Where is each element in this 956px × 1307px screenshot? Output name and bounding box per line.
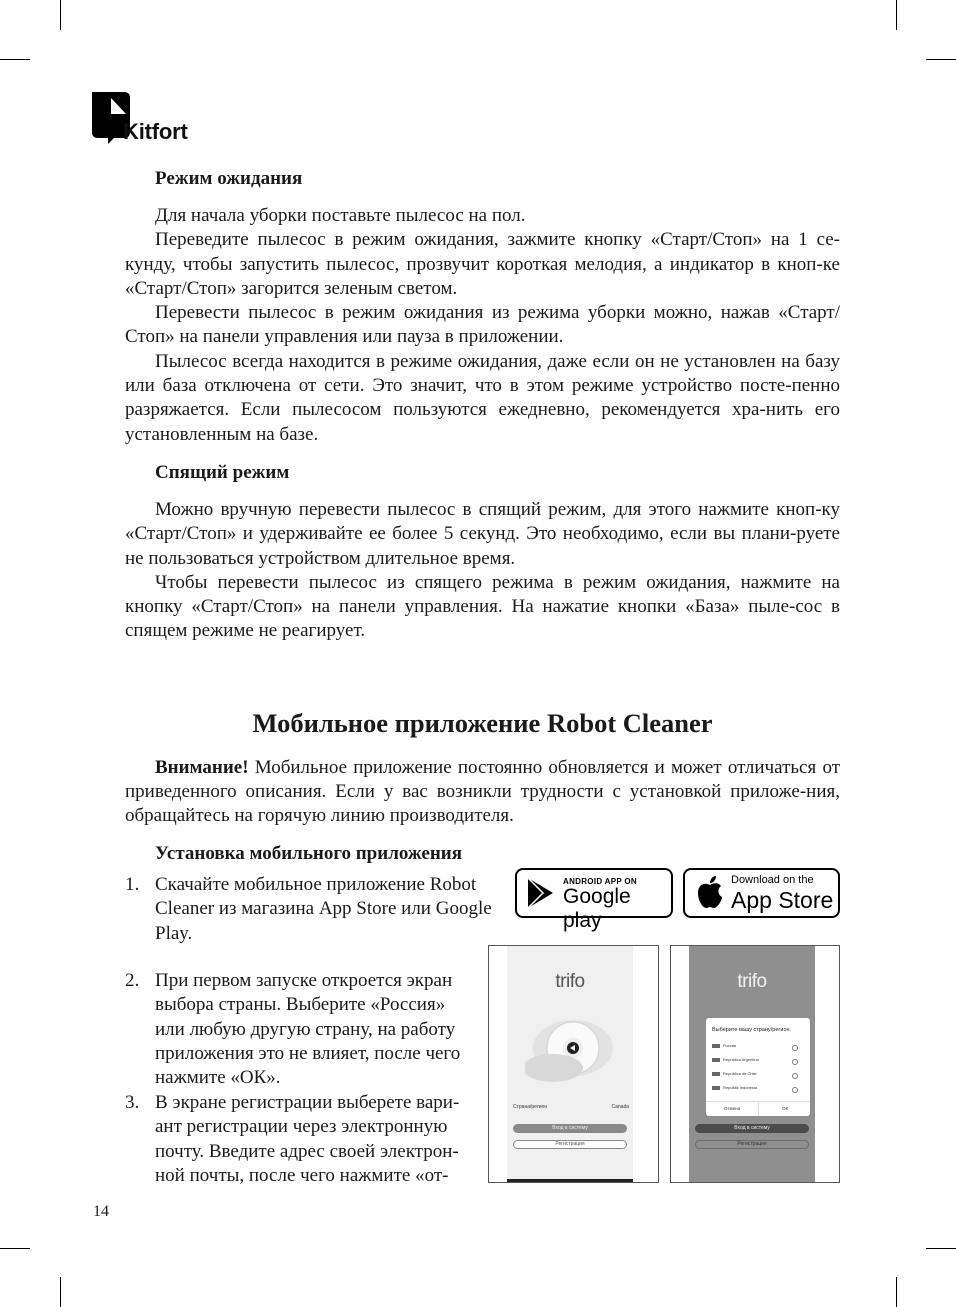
app-logo: trifo — [737, 971, 767, 992]
radio-icon — [792, 1073, 798, 1079]
apple-icon — [695, 875, 725, 911]
radio-icon — [792, 1087, 798, 1093]
paragraph: Переведите пылесос в режим ожидания, зажмите кнопку «Старт/Стоп» на 1 се-кунду, чтобы запустить пылесос, прозвучит короткая мелодия, а индикатор в кноп-ке «Старт/Стоп» загорится зеленым светом. — [125, 229, 840, 299]
paragraph: Перевести пылесос в режим ожидания из режима уборки можно, нажав «Старт/ Стоп» на панели управления или пауза в приложении. — [125, 302, 840, 348]
page-number: 14 — [93, 1203, 109, 1220]
section-title-sleep: Спящий режим — [155, 461, 290, 483]
step-number: 3. — [125, 1092, 140, 1113]
crop-mark — [926, 59, 956, 60]
app-screenshot-country — [488, 945, 659, 1183]
google-badge-small-text: ANDROID APP ON — [563, 877, 637, 886]
brand-name: Kitfort — [123, 119, 188, 144]
paragraph: Для начала уборки поставьте пылесос на пол. — [155, 205, 526, 226]
step-text: При первом запуске откроется экран выбора страны. Выберите «Россия» или любую другую страну, на работу приложения это не влияет, после чего нажмите «ОК». — [155, 970, 461, 1089]
google-play-icon — [526, 877, 556, 909]
app-screenshot-dialog — [670, 945, 840, 1183]
cancel-button[interactable]: Отмена — [724, 1106, 741, 1111]
crop-mark — [0, 1248, 30, 1249]
flag-icon — [712, 1072, 720, 1076]
google-badge-big-text: Google play — [563, 885, 631, 932]
crop-mark — [896, 0, 897, 30]
apple-badge-small-text: Download on the — [731, 874, 814, 886]
country-value[interactable]: Canada — [611, 1104, 629, 1110]
robot-vacuum-image — [525, 1018, 615, 1088]
step-number: 1. — [125, 874, 140, 895]
google-play-badge[interactable] — [515, 868, 673, 932]
login-button[interactable]: Вход в систему — [695, 1124, 809, 1133]
attention-text: Мобильное приложение постоянно обновляется и может отличаться от приведенного описания. Если у вас возникли трудности с установкой приложе-ния, обращайтесь на горячую линию производителя. — [125, 756, 840, 827]
section-title-standby: Режим ожидания — [155, 168, 303, 189]
register-button[interactable]: Регистрация — [513, 1140, 627, 1149]
flag-icon — [712, 1086, 720, 1090]
country-dialog — [706, 1018, 810, 1116]
main-content — [125, 167, 840, 866]
crop-mark — [926, 1248, 956, 1249]
crop-mark — [0, 59, 30, 60]
register-button[interactable]: Регистрация — [695, 1140, 809, 1149]
crop-mark — [60, 0, 61, 30]
attention-paragraph — [125, 756, 840, 829]
flag-icon — [712, 1044, 720, 1048]
list-item — [125, 873, 515, 948]
radio-icon — [792, 1059, 798, 1065]
crop-mark — [60, 1277, 61, 1307]
radio-icon — [792, 1045, 798, 1051]
dialog-title: Выберите вашу страну/регион. — [712, 1027, 792, 1033]
flag-icon — [712, 1058, 720, 1062]
attention-label: Внимание! — [155, 756, 249, 778]
paragraph: Чтобы перевести пылесос из спящего режима в режим ожидания, нажмите на кнопку «Старт/Стоп» на панели управления. На нажатие кнопки «База» пыле-сос в спящем режиме не реагирует. — [125, 571, 840, 642]
divider — [758, 1102, 759, 1116]
list-item — [125, 1091, 480, 1189]
app-logo: trifo — [555, 971, 585, 992]
login-button[interactable]: Вход в систему — [513, 1124, 627, 1133]
app-store-badge[interactable] — [683, 868, 840, 918]
apple-badge-big-text: App Store — [731, 887, 834, 913]
step-number: 2. — [125, 970, 140, 991]
phone-screen — [507, 946, 633, 1182]
country-option[interactable]: República de Chile — [712, 1071, 804, 1081]
country-option[interactable]: Republik Indonesia — [712, 1085, 804, 1095]
dialog-actions — [706, 1101, 810, 1116]
paragraph: Можно вручную перевести пылесос в спящий режим, для этого нажмите кноп-ку «Старт/Стоп» и удерживайте ее более 5 секунд. Это необходимо, если вы плани-руете не пользоваться устройством длительное время. — [125, 498, 840, 569]
ok-button[interactable]: ОК — [782, 1106, 789, 1111]
home-bar — [507, 1179, 633, 1182]
paragraph: Пылесос всегда находится в режиме ожидания, даже если он не установлен на базу или база отключена от сети. Это значит, что в этом режиме устройство посте-пенно разряжается. Если пылесосом пользуются ежедневно, рекомендуется хра-нить его установленным на базе. — [125, 350, 840, 445]
country-label: Страна/регион — [513, 1104, 548, 1110]
step-text: Скачайте мобильное приложение Robot Cleaner из магазина App Store или Google Play. — [155, 874, 492, 944]
country-option[interactable]: República Argentina — [712, 1057, 804, 1067]
brand-logo — [92, 92, 202, 148]
install-title: Установка мобильного приложения — [155, 842, 463, 864]
country-option[interactable]: Россия — [712, 1043, 804, 1053]
crop-mark — [896, 1277, 897, 1307]
section-title-app: Мобильное приложение Robot Cleaner — [252, 707, 713, 738]
step-text: В экране регистрации выберете вари-ант регистрации через электронную почту. Введите адрес своей электрон-ной почты, после чего нажмите «от- — [155, 1092, 460, 1186]
list-item — [125, 969, 480, 1091]
